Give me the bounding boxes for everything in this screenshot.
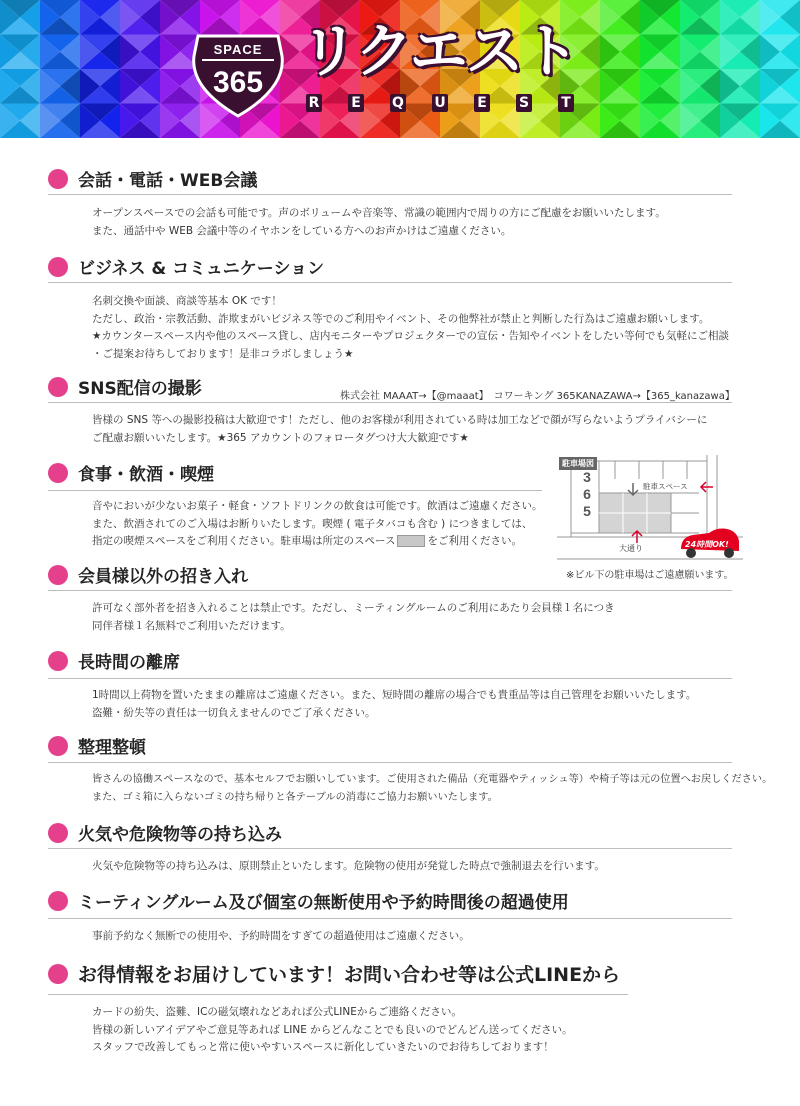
parking-note: ※ビル下の駐車場はご遠慮願います。 <box>566 570 734 581</box>
body-line: 火気や危険物等の持ち込みは、原則禁止といたします。危険物の使用が発覚した時点で強制退去を行います。 <box>92 860 605 872</box>
section-heading <box>48 254 324 279</box>
section-heading <box>48 733 146 758</box>
section-heading <box>48 960 620 987</box>
subtitle-letter: R <box>306 94 322 112</box>
section-heading <box>48 888 569 913</box>
section-body <box>92 498 542 551</box>
parking-map <box>557 455 743 563</box>
section-body <box>92 771 772 806</box>
bullet-dot-icon <box>48 651 68 671</box>
body-line: ・ご提案お待ちしております！是非コラボしましょう★ <box>92 347 354 360</box>
bullet-dot-icon <box>48 377 68 397</box>
24h-badge: 24時間OK! <box>685 540 729 549</box>
parking-space-label: 駐車スペース <box>643 482 688 491</box>
building-digit: 3 <box>583 469 591 485</box>
section-divider <box>48 918 732 919</box>
body-line: オープンスペースでの会話も可能です。声のボリュームや音楽等、常識の範囲内で周りの方にご配慮をお願いいたします。 <box>92 207 666 219</box>
body-line: 事前予約なく無断での使用や、予約時間をすぎての超過使用はご遠慮ください。 <box>92 930 470 942</box>
section-heading <box>48 374 202 399</box>
parking-map-label: 駐車場図 <box>559 457 597 470</box>
subtitle-letter: E <box>348 94 364 112</box>
section-body <box>92 205 666 240</box>
bullet-dot-icon <box>48 257 68 277</box>
section-title: 火気や危険物等の持ち込み <box>78 825 282 845</box>
body-line: 皆様の新しいアイデアやご意見等あれば LINE からどんなことでも良いのでどんどん送ってください。 <box>92 1023 573 1036</box>
body-line: 盗難・紛失等の責任は一切負えませんのでご了承ください。 <box>92 706 376 719</box>
page-title: リクエスト <box>300 17 578 85</box>
bullet-dot-icon <box>48 823 68 843</box>
logo-space-text: SPACE <box>213 42 263 57</box>
section-heading <box>48 820 282 845</box>
bullet-dot-icon <box>48 169 68 189</box>
section-divider <box>48 402 732 403</box>
logo-number: 365 <box>212 66 264 99</box>
building-digit: 5 <box>583 503 591 519</box>
body-line: 音やにおいが少ないお菓子・軽食・ソフトドリンクの飲食は可能です。飲酒はご遠慮ください。 <box>92 500 543 512</box>
section-body <box>92 687 696 722</box>
section-divider <box>48 848 732 849</box>
body-line: 1時間以上荷物を置いたままの離席はご遠慮ください。また、短時間の離席の場合でも貴重品等は自己管理をお願いいたします。 <box>92 689 697 701</box>
subtitle-letter: T <box>558 94 574 112</box>
section-body <box>92 293 729 363</box>
subtitle-letter: E <box>474 94 490 112</box>
section-divider <box>48 762 732 763</box>
section-title: SNS配信の撮影 <box>78 379 202 399</box>
section-title: 整理整頓 <box>78 738 146 758</box>
section-body <box>92 1004 573 1057</box>
section-divider <box>48 490 542 491</box>
body-line: 名刺交換や面談、商談等基本 OK です！ <box>92 295 282 307</box>
sns-account-credit: 株式会社 MAAAT→【@maaat】 コワーキング 365KANAZAWA→【365_kanazawa】 <box>340 391 735 402</box>
bullet-dot-icon <box>48 565 68 585</box>
street-label: 大通り <box>619 544 643 553</box>
building-number <box>577 469 597 520</box>
body-line: ご配慮お願いいたします。★365 アカウントのフォロータグつけ大大歓迎です★ <box>92 431 469 444</box>
subtitle-letter: S <box>516 94 532 112</box>
body-line: 同伴者様１名無料でご利用いただけます。 <box>92 619 291 632</box>
body-line: 許可なく部外者を招き入れることは禁止です。ただし、ミーティングルームのご利用にあたり会員様１名につき <box>92 602 615 614</box>
bullet-dot-icon <box>48 891 68 911</box>
header-banner <box>0 0 800 138</box>
section-divider <box>48 194 732 195</box>
section-body <box>92 600 615 635</box>
logo-badge <box>188 28 288 118</box>
section-divider <box>48 994 628 995</box>
body-line: また、ゴミ箱に入らないゴミの持ち帰りと各テーブルの消毒にご協力お願いいたします。 <box>92 791 498 803</box>
section-heading <box>48 460 214 485</box>
section-title: 会員様以外の招き入れ <box>78 567 248 587</box>
body-line-part: 指定の喫煙スペースをご利用ください。駐車場は所定のスペース <box>92 535 396 547</box>
section-title: ミーティングルーム及び個室の無断使用や予約時間後の超過使用 <box>78 893 569 913</box>
section-body <box>92 412 707 447</box>
section-heading <box>48 562 248 587</box>
body-line-part: をご利用ください。 <box>427 535 522 547</box>
body-line: 皆さんの協働スペースなので、基本セルフでお願いしています。ご使用された備品（充電器やティッシュ等）や椅子等は元の位置へお戻しください。 <box>92 774 773 785</box>
body-line: スタッフで改善してもっと常に使いやすいスペースに新化していきたいのでお待ちしております！ <box>92 1041 554 1053</box>
bullet-dot-icon <box>48 736 68 756</box>
body-line: また、飲酒されてのご入場はお断りいたします。喫煙 ( 電子タバコも含む ) につきましては、 <box>92 517 533 530</box>
page-subtitle <box>306 94 574 112</box>
body-line: カードの紛失、盗難、ICの磁気壊れなどあれば公式LINEからご連絡ください。 <box>92 1006 462 1018</box>
section-heading <box>48 166 257 191</box>
section-title: 長時間の離席 <box>78 653 180 673</box>
bullet-dot-icon <box>48 463 68 483</box>
section-title: 食事・飲酒・喫煙 <box>78 465 214 485</box>
section-title: 会話・電話・WEB会議 <box>78 171 258 191</box>
body-line: 皆様の SNS 等への撮影投稿は大歓迎です！ただし、他のお客様が利用されている時は加工などで顔が写らないようプライバシーに <box>92 414 708 426</box>
subtitle-letter: U <box>432 94 448 112</box>
body-line: ★カウンタースペース内や他のスペース貸し、店内モニターやプロジェクターでの宣伝・告知やイベントをしたい等何でも気軽にご相談 <box>92 330 729 342</box>
body-line <box>92 533 542 551</box>
subtitle-letter: Q <box>390 94 406 112</box>
section-divider <box>48 678 732 679</box>
section-body <box>92 928 470 946</box>
parking-swatch-icon <box>397 535 425 547</box>
section-divider <box>48 282 732 283</box>
bullet-dot-icon <box>48 964 68 984</box>
building-digit: 6 <box>583 486 591 502</box>
section-title: ビジネス & コミュニケーション <box>78 259 325 279</box>
body-line: また、通話中や WEB 会議中等のイヤホンをしている方へのお声かけはご遠慮ください。 <box>92 224 512 237</box>
section-body <box>92 858 605 876</box>
section-title: お得情報をお届けしています！お問い合わせ等は公式LINEから <box>78 964 621 986</box>
body-line: ただし、政治・宗教活動、詐欺まがいビジネス等でのご利用やイベント、その他弊社が禁止と判断した行為はご遠慮お願いします。 <box>92 312 710 325</box>
section-divider <box>48 590 732 591</box>
section-heading <box>48 648 180 673</box>
